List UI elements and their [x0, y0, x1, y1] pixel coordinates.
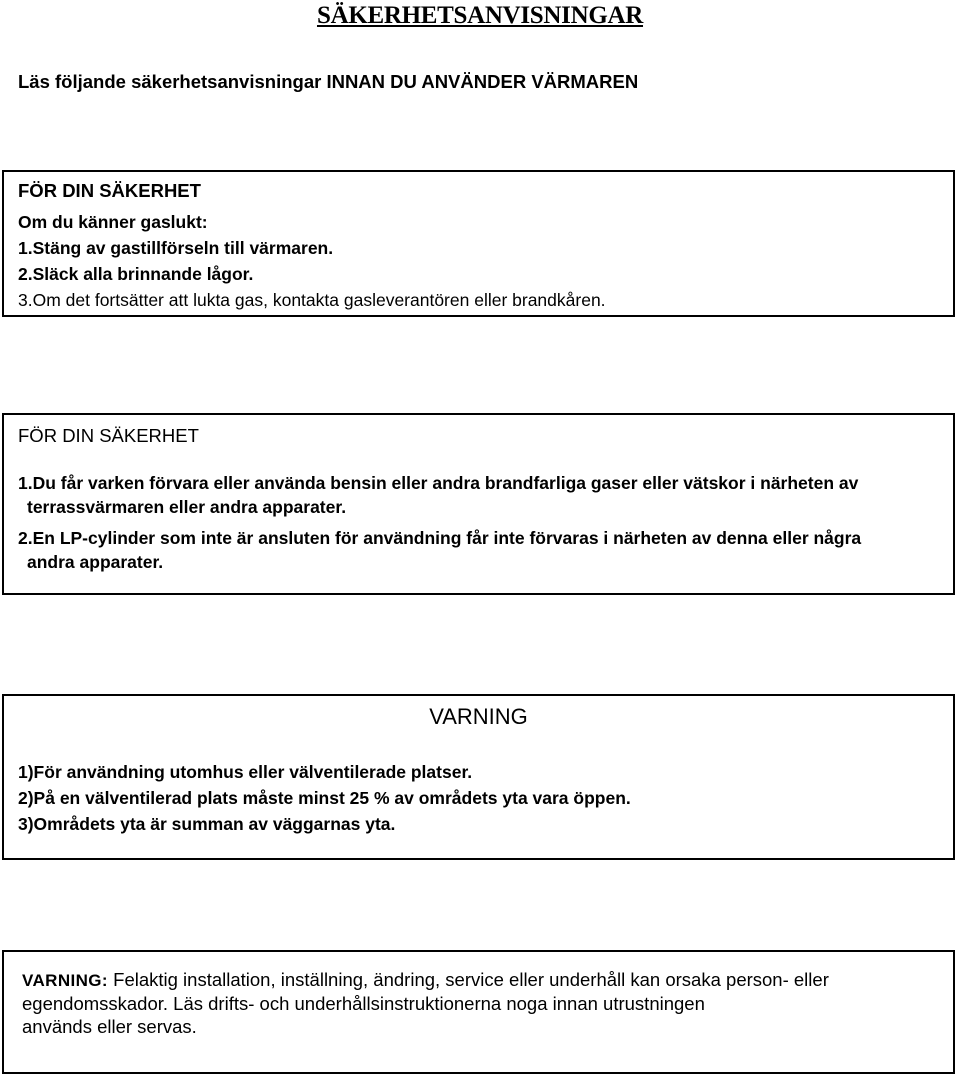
ventilation-rule: 1)För användning utomhus eller välventilerade platser. [18, 762, 473, 782]
ventilation-rule: 3)Områdets yta är summan av väggarnas yta. [18, 814, 396, 834]
ventilation-rules [18, 759, 631, 837]
warning-line: egendomsskador. Läs drifts- och underhållsinstruktionerna noga innan utrustningen [22, 993, 705, 1014]
safety-heading: FÖR DIN SÄKERHET [18, 425, 199, 446]
ventilation-rule: 2)På en välventilerad plats måste minst 25 % av områdets yta vara öppen. [18, 788, 631, 808]
instruction-line: 1.Stäng av gastillförseln till värmaren. [18, 238, 334, 258]
storage-rule-item [18, 471, 933, 519]
warning-label: VARNING: [22, 971, 108, 990]
storage-rule-item [18, 526, 933, 574]
ventilation-warning-box [2, 694, 955, 860]
intro-text: Läs följande säkerhetsanvisningar INNAN DU ANVÄNDER VÄRMAREN [18, 71, 639, 92]
storage-safety-box [2, 413, 955, 595]
rule-first-line: 1.Du får varken förvara eller använda bensin eller andra brandfarliga gaser eller vätskor i närheten av [18, 473, 859, 493]
warning-line: Felaktig installation, inställning, ändring, service eller underhåll kan orsaka person- eller [113, 969, 829, 990]
warning-line: används eller servas. [22, 1016, 197, 1037]
installation-warning-text [22, 968, 942, 1038]
page-title: SÄKERHETSANVISNINGAR [316, 2, 644, 29]
safety-heading: FÖR DIN SÄKERHET [18, 180, 201, 201]
gas-smell-instructions [18, 209, 606, 313]
rule-continuation: terrassvärmaren eller andra apparater. [27, 497, 347, 517]
instruction-line: 2.Släck alla brinnande lågor. [18, 264, 254, 284]
gas-smell-safety-box [2, 170, 955, 317]
rule-continuation: andra apparater. [27, 552, 164, 572]
warning-heading: VARNING [429, 704, 528, 729]
installation-warning-box [2, 950, 955, 1074]
rule-first-line: 2.En LP-cylinder som inte är ansluten för användning får inte förvaras i närheten av denna eller några [18, 528, 862, 548]
instruction-line: Om du känner gaslukt: [18, 212, 208, 232]
instruction-line: 3.Om det fortsätter att lukta gas, kontakta gasleverantören eller brandkåren. [18, 290, 606, 310]
